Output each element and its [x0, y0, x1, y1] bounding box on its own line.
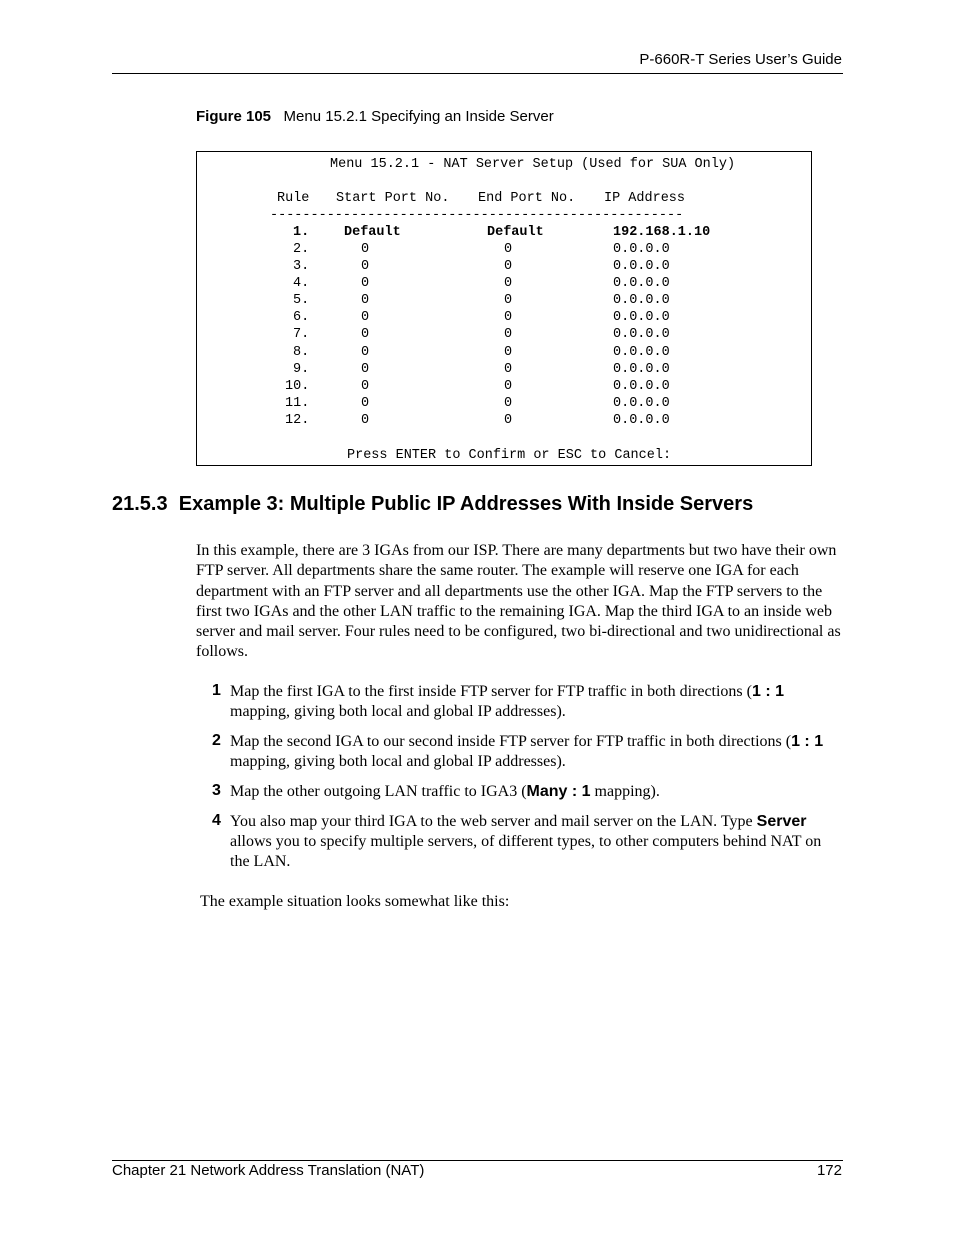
page-number: 172 — [816, 1162, 842, 1179]
ip-address: 0.0.0.0 — [613, 310, 670, 325]
table-row — [0, 361, 954, 378]
ip-address: 0.0.0.0 — [613, 242, 670, 257]
rule-number: 1. — [293, 225, 310, 240]
end-port: 0 — [504, 259, 513, 274]
end-port: 0 — [504, 310, 513, 325]
start-port: 0 — [361, 362, 370, 377]
column-header-rule: Rule — [277, 191, 310, 206]
start-port: 0 — [361, 413, 370, 428]
ip-address: 0.0.0.0 — [613, 327, 670, 342]
rule-number: 4. — [293, 276, 310, 291]
step-text: Map the second IGA to our second inside FTP server for FTP traffic in both directions (1 : 1 mapping, giving both local and global IP addresses). — [230, 733, 824, 770]
terminal-title: Menu 15.2.1 - NAT Server Setup (Used for SUA Only) — [330, 157, 736, 172]
ip-address: 0.0.0.0 — [613, 362, 670, 377]
column-header-ip-address: IP Address — [604, 191, 686, 206]
rule-number: 8. — [293, 345, 310, 360]
end-port: 0 — [504, 276, 513, 291]
rule-number: 11. — [285, 396, 310, 411]
rule-number: 10. — [285, 379, 310, 394]
end-port: 0 — [504, 379, 513, 394]
figure-title: Menu 15.2.1 Specifying an Inside Server — [283, 108, 554, 125]
rule-number: 3. — [293, 259, 310, 274]
section-title: Example 3: Multiple Public IP Addresses With Inside Servers — [178, 493, 754, 515]
rule-number: 6. — [293, 310, 310, 325]
table-row — [0, 344, 954, 361]
table-row — [0, 412, 954, 429]
ip-address: 0.0.0.0 — [613, 276, 670, 291]
start-port: 0 — [361, 293, 370, 308]
end-port: 0 — [504, 293, 513, 308]
ip-address: 0.0.0.0 — [613, 396, 670, 411]
table-row — [0, 309, 954, 326]
ip-address: 0.0.0.0 — [613, 413, 670, 428]
start-port: 0 — [361, 242, 370, 257]
ip-address: 0.0.0.0 — [613, 293, 670, 308]
step-number: 2 — [212, 732, 221, 749]
step-text: Map the first IGA to the first inside FTP server for FTP traffic in both directions (1 : 1 mapping, giving both local and global IP addresses). — [230, 683, 784, 720]
table-row — [0, 378, 954, 395]
start-port: 0 — [361, 379, 370, 394]
table-row — [0, 258, 954, 275]
intro-paragraph: In this example, there are 3 IGAs from our ISP. There are many departments but two have their own FTP server. All departments share the same router. The example will reserve one IGA for each department with an FTP server and all departments use the other IGA. Map the FTP servers to the first two IGAs and the other LAN traffic to the remaining IGA. Map the third IGA to an inside web server and mail server. Four rules need to be configured, two bi-directional and two unidirectional as follows. — [196, 542, 841, 661]
footer-divider — [112, 1160, 843, 1161]
table-row — [0, 326, 954, 343]
step-number: 4 — [212, 812, 221, 829]
step-number: 3 — [212, 782, 221, 799]
rule-number: 12. — [285, 413, 310, 428]
end-port: 0 — [504, 327, 513, 342]
start-port: 0 — [361, 310, 370, 325]
table-row — [0, 224, 954, 241]
table-row — [0, 395, 954, 412]
ip-address: 0.0.0.0 — [613, 259, 670, 274]
rule-number: 5. — [293, 293, 310, 308]
end-port: 0 — [504, 345, 513, 360]
ip-address: 192.168.1.10 — [613, 225, 711, 240]
start-port: 0 — [361, 396, 370, 411]
column-header-start-port: Start Port No. — [336, 191, 450, 206]
end-port: 0 — [504, 362, 513, 377]
start-port: 0 — [361, 345, 370, 360]
header-divider — [112, 73, 843, 74]
end-port: 0 — [504, 413, 513, 428]
rule-number: 2. — [293, 242, 310, 257]
section-number: 21.5.3 — [112, 493, 168, 515]
rule-number: 7. — [293, 327, 310, 342]
table-row — [0, 292, 954, 309]
figure-caption — [196, 108, 554, 125]
end-port: 0 — [504, 242, 513, 257]
start-port: 0 — [361, 327, 370, 342]
terminal-prompt: Press ENTER to Confirm or ESC to Cancel: — [347, 448, 672, 463]
step-number: 1 — [212, 682, 221, 699]
step-text: Map the other outgoing LAN traffic to IGA3 (Many : 1 mapping). — [230, 783, 660, 800]
start-port: 0 — [361, 259, 370, 274]
column-header-end-port: End Port No. — [478, 191, 576, 206]
figure-label: Figure 105 — [196, 108, 272, 125]
table-row — [0, 275, 954, 292]
running-header: P-660R-T Series User’s Guide — [639, 51, 842, 68]
closing-sentence: The example situation looks somewhat like this: — [200, 893, 510, 910]
footer-chapter: Chapter 21 Network Address Translation (NAT) — [112, 1162, 425, 1179]
step-text: You also map your third IGA to the web server and mail server on the LAN. Type Server allows you to specify multiple servers, of different types, to other computers behind NAT on the LAN. — [230, 813, 822, 870]
terminal-separator: --------------------------------------------------- — [270, 208, 684, 223]
rule-number: 9. — [293, 362, 310, 377]
end-port: Default — [487, 225, 544, 240]
table-row — [0, 241, 954, 258]
start-port: Default — [344, 225, 401, 240]
section-heading — [112, 493, 753, 516]
start-port: 0 — [361, 276, 370, 291]
end-port: 0 — [504, 396, 513, 411]
ip-address: 0.0.0.0 — [613, 345, 670, 360]
ip-address: 0.0.0.0 — [613, 379, 670, 394]
